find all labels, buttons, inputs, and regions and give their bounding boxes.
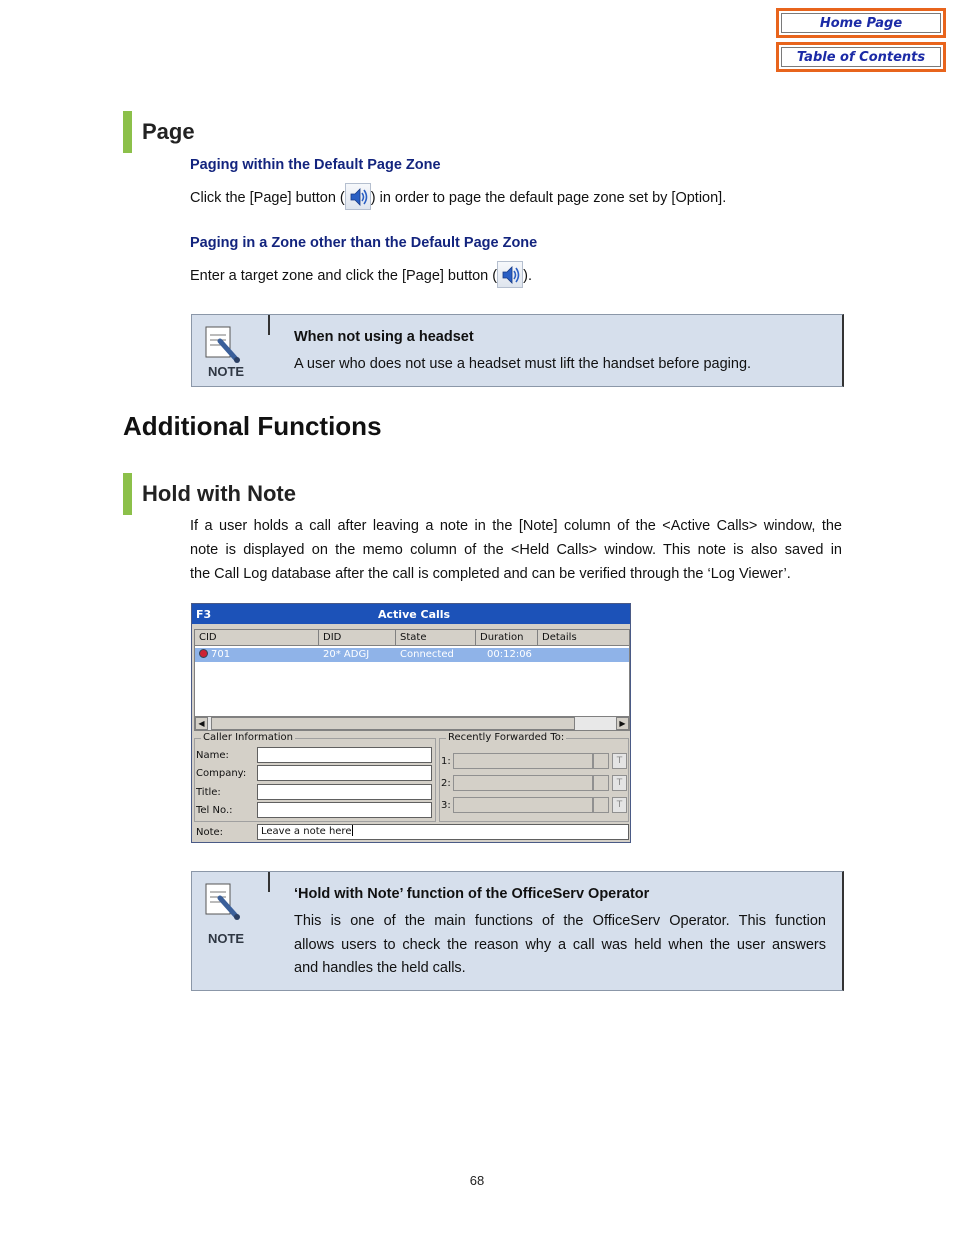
note-box-headset [191,314,844,387]
note-divider [268,315,270,335]
paragraph-other-zone [190,261,842,288]
text-caret [352,825,353,836]
tel-no-label: Tel No.: [196,805,233,816]
column-header-duration[interactable]: Duration [476,630,538,645]
note-divider [268,872,270,892]
note-body [294,910,826,981]
active-calls-window [191,603,631,843]
page-speaker-icon [497,261,523,288]
subheading-other-zone: Paging in a Zone other than the Default Page Zone [190,235,538,251]
forward-slot-1-button[interactable]: T [612,753,627,769]
scroll-thumb[interactable] [211,717,575,730]
page-speaker-icon [345,183,371,210]
note-field-label: Note: [196,827,224,838]
section-heading-page [123,111,195,153]
text-line: note is displayed on the memo column of the <Held Calls> window. This note is also saved in [190,542,842,558]
note-title: When not using a headset [294,329,474,345]
heading-accent-bar [123,473,132,515]
column-header-cid[interactable]: CID [195,630,319,645]
note-input[interactable] [257,824,629,840]
text-line: the Call Log database after the call is completed and can be verified through the ‘Log Viewer’. [190,566,791,582]
text: Click the [Page] button ( [190,190,345,206]
heading-accent-bar [123,111,132,153]
text-line: This is one of the main functions of the OfficeServ Operator. This function [294,913,826,929]
company-label: Company: [196,768,247,779]
hold-with-note-heading: Hold with Note [142,481,296,506]
phone-icon [199,649,208,658]
text-line: If a user holds a call after leaving a note in the [Note] column of the <Active Calls> window, the [190,518,842,534]
hold-paragraph [190,514,842,586]
forward-slot-3-button[interactable]: T [612,797,627,813]
title-label: Title: [196,787,221,798]
caller-information-label: Caller Information [203,732,293,743]
table-of-contents-button[interactable] [776,42,946,72]
forward-slot-2-label: 2: [441,778,451,789]
text: ). [523,268,532,284]
window-key: F3 [196,608,212,621]
paragraph-default-zone [190,183,842,210]
forward-slot-2-field[interactable] [453,775,593,791]
cid-value: 701 [211,649,231,660]
name-field[interactable] [257,747,432,763]
cell-did: 20* ADGJ [323,649,370,660]
home-page-label: Home Page [781,13,941,33]
text: ) in order to page the default page zone set by [Option]. [370,190,727,206]
cell-duration: 00:12:06 [487,649,532,660]
column-header-state[interactable]: State [396,630,476,645]
subheading-default-zone: Paging within the Default Page Zone [190,157,441,173]
note-pencil-icon [202,325,250,365]
column-header-did[interactable]: DID [319,630,396,645]
window-title: Active Calls [378,608,451,621]
note-label: NOTE [207,931,245,946]
cell-cid [195,648,319,662]
scroll-right-icon[interactable]: ▶ [616,717,629,730]
horizontal-scrollbar[interactable] [195,716,629,730]
note-title: ‘Hold with Note’ function of the OfficeServ Operator [294,886,650,902]
tel-no-field[interactable] [257,802,432,818]
recently-forwarded-label: Recently Forwarded To: [448,732,565,743]
note-box-hold-with-note [191,871,844,991]
note-body: A user who does not use a headset must lift the handset before paging. [294,356,752,372]
text-line: allows users to check the reason why a call was held when the user answers [294,936,826,953]
window-titlebar [192,604,630,624]
title-field[interactable] [257,784,432,800]
additional-functions-heading: Additional Functions [123,411,382,441]
scroll-left-icon[interactable]: ◀ [195,717,208,730]
table-row[interactable] [195,648,629,662]
name-label: Name: [196,750,229,761]
home-page-button[interactable] [776,8,946,38]
note-input-value: Leave a note here [261,826,352,837]
cell-state: Connected [400,649,454,660]
grid-header [195,630,629,646]
page-number: 68 [469,1173,485,1188]
calls-grid [194,629,630,731]
table-of-contents-label: Table of Contents [781,47,941,67]
forward-slot-1-label: 1: [441,756,451,767]
note-label: NOTE [207,364,245,379]
note-pencil-icon [202,882,250,922]
company-field[interactable] [257,765,432,781]
forward-slot-1-spacer [593,753,609,769]
forward-slot-2-spacer [593,775,609,791]
forward-slot-3-field[interactable] [453,797,593,813]
forward-slot-3-spacer [593,797,609,813]
forward-slot-2-button[interactable]: T [612,775,627,791]
forward-slot-1-field[interactable] [453,753,593,769]
section-heading-hold [123,473,296,515]
page-heading: Page [142,119,195,144]
forward-slot-3-label: 3: [441,800,451,811]
text-line: and handles the held calls. [294,960,466,976]
text: Enter a target zone and click the [Page] button ( [190,268,498,284]
column-header-details[interactable]: Details [542,632,577,643]
